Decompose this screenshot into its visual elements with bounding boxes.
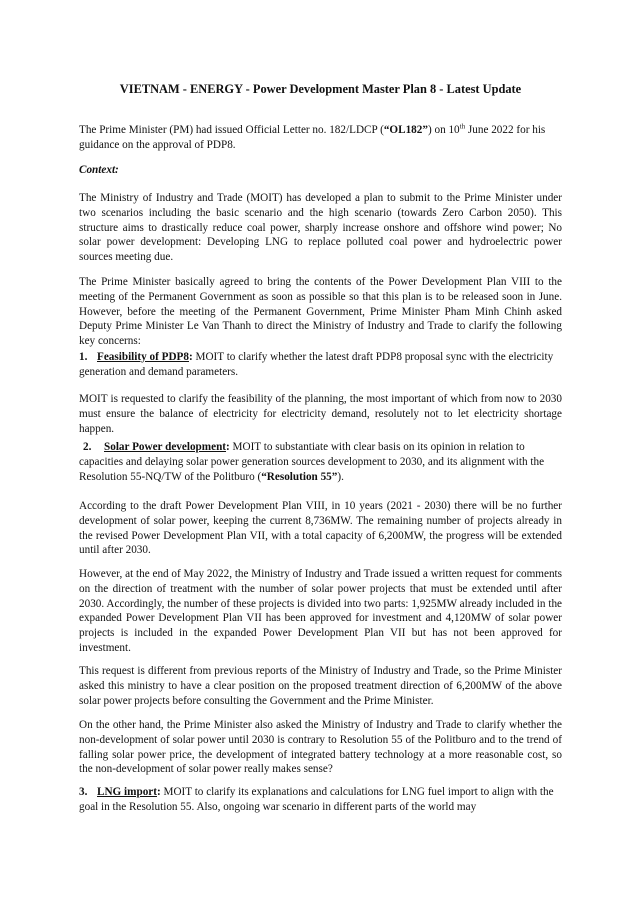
intro-text-c: June 2022 for his guidance on the approval of PDP8. (79, 124, 546, 151)
item-2-end: ). (337, 470, 344, 483)
item-3-number: 3. (79, 786, 88, 798)
item-1-number: 1. (79, 351, 88, 363)
item-2-colon: : (226, 441, 230, 453)
item-2-paragraph (79, 440, 562, 484)
context-paragraph: The Ministry of Industry and Trade (MOIT) has developed a plan to submit to the Prime Minister under two scenarios including the basic scenario and the high scenario (towards Zero Carbon 2050). This structure aims to drastically reduce coal power, sharply increase onshore and offshore wind power; No solar power development: Developing LNG to replace polluted coal power and hydroelectric power sources meeting due. (79, 192, 562, 264)
item-3-text: MOIT to clarify its explanations and calculations for LNG fuel import to align with the goal in the Resolution 55. Also, ongoing war scenario in different parts of the world may (79, 786, 554, 813)
prime-minister-paragraph: The Prime Minister basically agreed to bring the contents of the Power Development Plan VIII to the meeting of the Permanent Government as soon as possible so that this plan is to be released soon in June. However, before the meeting of the Permanent Government, Prime Minister Pham Minh Chinh asked Deputy Prime Minister Le Van Thanh to direct the Ministry of Industry and Trade to clarify the following key concerns: (79, 276, 562, 348)
item-2-number: 2. (83, 441, 92, 453)
intro-text-a: The Prime Minister (PM) had issued Official Letter no. 182/LDCP ( (79, 124, 384, 136)
item-1-detail-paragraph: MOIT is requested to clarify the feasibility of the planning, the most important of which from now to 2030 must ensure the balance of electricity for electricity demand, resolutely not to let electricity shortage happen. (79, 393, 562, 435)
intro-paragraph (79, 123, 562, 153)
item-3-heading: LNG import (97, 786, 157, 798)
intro-text-b: ) on 10 (427, 124, 460, 136)
item-3-colon: : (156, 786, 161, 798)
context-heading: Context: (79, 164, 119, 176)
draft-plan-paragraph: According to the draft Power Development Plan VIII, in 10 years (2021 - 2030) there will be no further development of solar power, keeping the current 8,736MW. The remaining number of projects already in the revised Power Development Plan VII, with a total capacity of 6,200MW, the progress will be extended until after 2030. (79, 500, 562, 557)
intro-superscript: th (459, 122, 466, 131)
may-2022-paragraph: However, at the end of May 2022, the Ministry of Industry and Trade issued a written request for comments on the direction of treatment with the number of solar power projects that must be extended until after 2030. Accordingly, the number of these projects is divided into two parts: 1,925MW already included in the expanded Power Development Plan VII has been approved for investment and 4,120MW of solar power projects is included in the expanded Power Development Plan VII but has not been approved for investment. (79, 568, 563, 654)
item-1-paragraph (79, 350, 562, 380)
intro-reference: “OL182” (383, 124, 428, 136)
request-paragraph: This request is different from previous reports of the Ministry of Industry and Trade, so the Prime Minister asked this ministry to have a clear position on the proposed treatment direction of 6,200MW of the above solar power projects before consulting the Government and the Prime Minister. (79, 665, 562, 707)
other-hand-paragraph: On the other hand, the Prime Minister also asked the Ministry of Industry and Trade to clarify whether the non-development of solar power until 2030 is contrary to Resolution 55 of the Politburo and to the trend of falling solar power price, the development of integrated battery technology at a more reasonable cost, so the non-development of solar power really makes sense? (79, 719, 562, 776)
item-3-paragraph (79, 785, 562, 815)
item-2-heading: Solar Power development (104, 441, 227, 453)
item-1-text: MOIT to clarify whether the latest draft PDP8 proposal sync with the electricity generation and demand parameters. (79, 351, 554, 378)
item-1-heading: Feasibility of PDP8 (97, 351, 189, 363)
document-title: VIETNAM - ENERGY - Power Development Master Plan 8 - Latest Update (119, 82, 522, 96)
item-1-colon: : (188, 351, 193, 363)
item-2-reference: “Resolution 55” (261, 470, 338, 483)
item-2-text: MOIT to substantiate with clear basis on its opinion in relation to capacities and delaying solar power generation sources development to 2030, and its alignment with the Resolution 55-NQ/TW of the Politburo ( (79, 441, 545, 483)
